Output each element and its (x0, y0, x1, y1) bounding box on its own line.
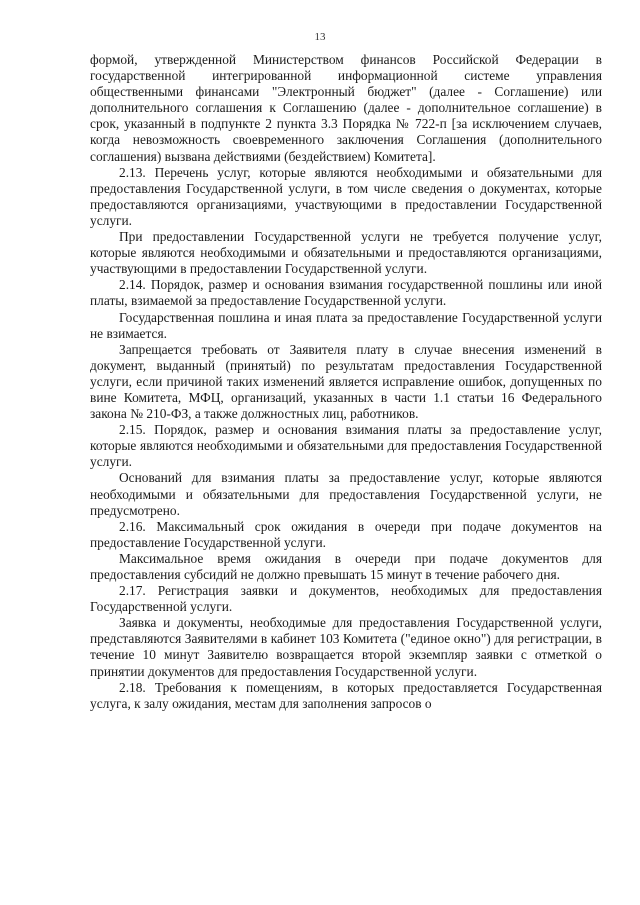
paragraph-2-13-text: При предоставлении Государственной услуги не требуется получение услуг, которые являются необходимыми и обязательными и предоставляются организациями, участвующими в предоставлении Государственной услуги. (90, 229, 602, 277)
paragraph-2-15-text: Оснований для взимания платы за предоставление услуг, которые являются необходимыми и обязательными для предоставления Государственной услуги, не предусмотрено. (90, 470, 602, 518)
document-body (90, 52, 602, 712)
paragraph-2-17-heading: 2.17. Регистрация заявки и документов, необходимых для предоставления Государственной услуги. (90, 583, 602, 615)
paragraph-2-16-text: Максимальное время ожидания в очереди при подаче документов для предоставления субсидий не должно превышать 15 минут в течение рабочего дня. (90, 550, 602, 582)
paragraph-2-16-heading: 2.16. Максимальный срок ожидания в очереди при подаче документов на предоставление Государственной услуги. (90, 518, 602, 550)
paragraph-2-14-text: Государственная пошлина и иная плата за предоставление Государственной услуги не взимается. (90, 309, 602, 341)
page-number: 13 (314, 31, 326, 43)
paragraph-2-15-heading: 2.15. Порядок, размер и основания взимания платы за предоставление услуг, которые являются необходимыми и обязательными для предоставления Государственной услуги. (90, 422, 602, 470)
paragraph-2-13-heading: 2.13. Перечень услуг, которые являются необходимыми и обязательными для предоставления Государственной услуги, в том числе сведения о документах, которые предоставляются организациями, участвующими в предоставлении Государственной услуги. (90, 164, 602, 228)
paragraph-2-14-prohibition: Запрещается требовать от Заявителя плату в случае внесения изменений в документ, выданный (принятый) по результатам предоставления Государственной услуги, если причиной таких изменений является исправление ошибок, допущенных по вине Комитета, МФЦ, организаций, указанных в части 1.1 статьи 16 Федерального закона № 210-ФЗ, а также должностных лиц, работников. (90, 341, 602, 422)
paragraph-agreement-continuation: формой, утвержденной Министерством финансов Российской Федерации в государственной интегрированной информационной системе управления общественными финансами "Электронный бюджет" (далее - Соглашение) или дополнительного соглашения к Соглашению (далее - дополнительное соглашение) в срок, указанный в подпункте 2 пункта 3.3 Порядка № 722-п [за исключением случаев, когда невозможность своевременного заключения Соглашения (дополнительного соглашения) вызвана действиями (бездействием) Комитета]. (90, 52, 602, 164)
paragraph-2-17-text: Заявка и документы, необходимые для предоставления Государственной услуги, представляются Заявителями в кабинет 103 Комитета ("единое окно") для регистрации, в течение 10 минут Заявителю возвращается второй экземпляр заявки с отметкой о принятии документов для предоставления Государственной услуги. (90, 615, 602, 679)
paragraph-2-18-heading: 2.18. Требования к помещениям, в которых предоставляется Государственная услуга, к залу ожидания, местам для заполнения запросов о (90, 679, 602, 711)
paragraph-2-14-heading: 2.14. Порядок, размер и основания взимания государственной пошлины или иной платы, взимаемой за предоставление Государственной услуги. (90, 277, 602, 309)
